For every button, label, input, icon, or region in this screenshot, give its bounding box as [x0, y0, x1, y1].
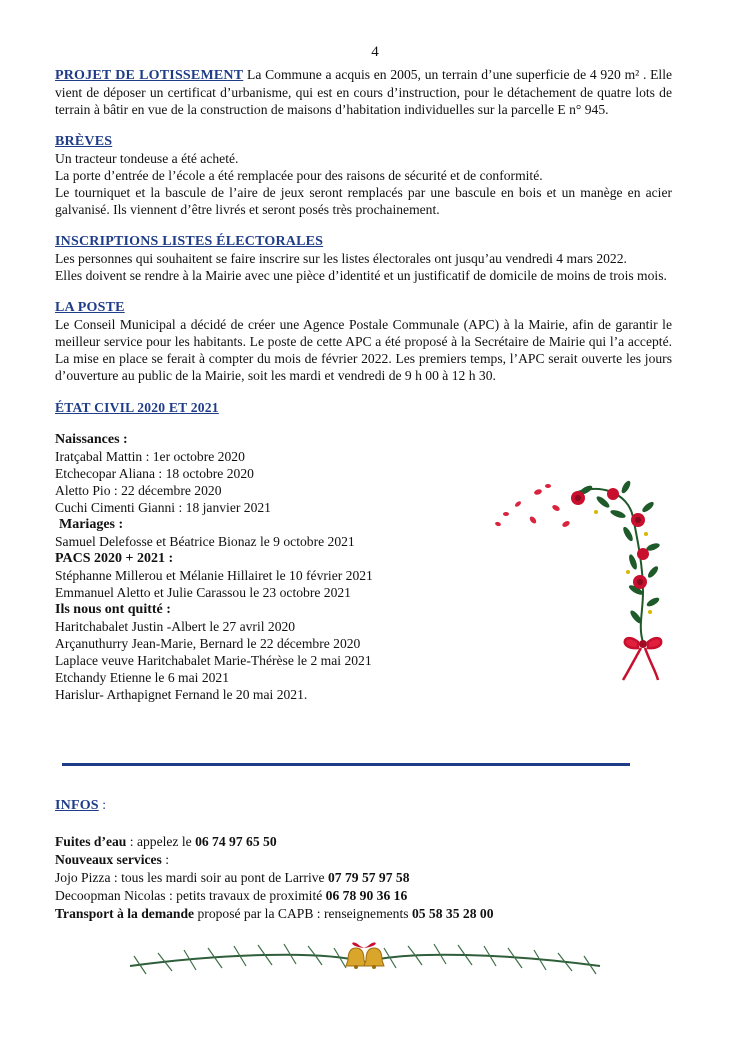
deces-label: Ils nous ont quitté : [55, 602, 171, 617]
mariages-label: Mariages : [59, 517, 124, 532]
heading-breves: BRÈVES [55, 134, 113, 149]
jojo-line [55, 869, 675, 887]
heading-infos: INFOS [55, 798, 99, 813]
transport-label: Transport à la demande [55, 906, 195, 921]
list-item: Iratçabal Mattin : 1er octobre 2020 [55, 449, 245, 464]
decoopman-phone: 06 78 90 36 16 [325, 888, 408, 903]
transport-text: proposé par la CAPB : renseignements [194, 906, 412, 921]
page-number: 4 [371, 44, 379, 60]
list-item: Samuel Delefosse et Béatrice Bionaz le 9 octobre 2021 [55, 534, 355, 549]
services-line [55, 851, 675, 869]
services-colon: : [161, 852, 170, 867]
fuites-label: Fuites d’eau [55, 834, 127, 849]
list-item: Cuchi Cimenti Gianni : 18 janvier 2021 [55, 500, 271, 515]
list-item: Laplace veuve Haritchabalet Marie-Thérèse le 2 mai 2021 [55, 653, 372, 668]
poste-body: Le Conseil Municipal a décidé de créer une Agence Postale Communale (APC) à la Mairie, afin de garantir le meilleur service pour les habitants. Le poste de cette APC a été proposé à la Secrétaire de Mairie qui l’a accepté. La mise en place se ferait à compter du mois de février 2022. Les premiers temps, l’APC serait ouverte les jours d’ouverture au public de la Mairie, soit les mardi et vendredi de 9 h 00 à 12 h 30. [55, 317, 672, 383]
list-item: Etchandy Etienne le 6 mai 2021 [55, 670, 230, 685]
decoopman-text: Decoopman Nicolas : petits travaux de proximité [55, 888, 326, 903]
etat-civil-list [55, 431, 455, 703]
list-item: Arçanuthurry Jean-Marie, Bernard le 22 décembre 2020 [55, 636, 361, 651]
section-divider [62, 763, 630, 766]
naissances-label: Naissances : [55, 432, 128, 447]
list-item: Stéphanne Millerou et Mélanie Hillairet le 10 février 2021 [55, 568, 373, 583]
decoopman-line [55, 887, 675, 905]
section-inscriptions [55, 233, 672, 284]
infos-colon: : [102, 797, 106, 812]
heading-poste: LA POSTE [55, 300, 125, 315]
section-breves [55, 133, 672, 218]
fuites-line [55, 833, 675, 851]
rose-garland-icon [478, 472, 678, 687]
pacs-label: PACS 2020 + 2021 : [55, 551, 174, 566]
list-item: Haritchabalet Justin -Albert le 27 avril 2020 [55, 619, 296, 634]
heading-lotissement: PROJET DE LOTISSEMENT [55, 68, 244, 83]
services-label: Nouveaux services [55, 852, 162, 867]
jojo-phone: 07 79 57 97 58 [327, 870, 410, 885]
fuites-text: : appelez le [126, 834, 196, 849]
breves-line: Un tracteur tondeuse a été acheté. [55, 151, 239, 166]
fuites-phone: 06 74 97 65 50 [195, 834, 277, 849]
list-item: Harislur- Arthapignet Fernand le 20 mai 2021. [55, 687, 308, 702]
heading-inscriptions: INSCRIPTIONS LISTES ÉLECTORALES [55, 234, 324, 249]
section-lotissement [55, 66, 672, 118]
transport-line [55, 905, 675, 923]
transport-phone: 05 58 35 28 00 [411, 906, 494, 921]
breves-line: La porte d’entrée de l’école a été remplacée pour des raisons de sécurité et de conformité. [55, 168, 543, 183]
section-poste [55, 299, 672, 384]
list-item: Aletto Pio : 22 décembre 2020 [55, 483, 222, 498]
pine-garland-bells-icon [120, 936, 610, 986]
list-item: Etchecopar Aliana : 18 octobre 2020 [55, 466, 254, 481]
jojo-text: Jojo Pizza : tous les mardi soir au pont de Larrive [55, 870, 328, 885]
heading-etat-civil: ÉTAT CIVIL 2020 ET 2021 [55, 400, 219, 415]
section-infos [55, 796, 675, 923]
list-item: Emmanuel Aletto et Julie Carassou le 23 octobre 2021 [55, 585, 351, 600]
inscriptions-line: Elles doivent se rendre à la Mairie avec une pièce d’identité et un justificatif de domicile de moins de trois mois. [55, 268, 667, 283]
inscriptions-line: Les personnes qui souhaitent se faire inscrire sur les listes électorales ont jusqu’au vendredi 4 mars 2022. [55, 251, 627, 266]
lotissement-body: La Commune a acquis en 2005, un terrain d’une superficie de 4 920 m² . Elle vient de déposer un certificat d’urbanisme, qui est en cours d’instruction, pour le détachement de quatre lots de terrain à bâtir en vue de la construction de maisons d’habitation individuelles sur la parcelle E n° 945. [55, 67, 673, 117]
breves-line: Le tourniquet et la bascule de l’aire de jeux seront remplacés par une bascule en bois et un manège en acier galvanisé. Ils viennent d’être livrés et seront posés très prochainement. [55, 185, 672, 217]
